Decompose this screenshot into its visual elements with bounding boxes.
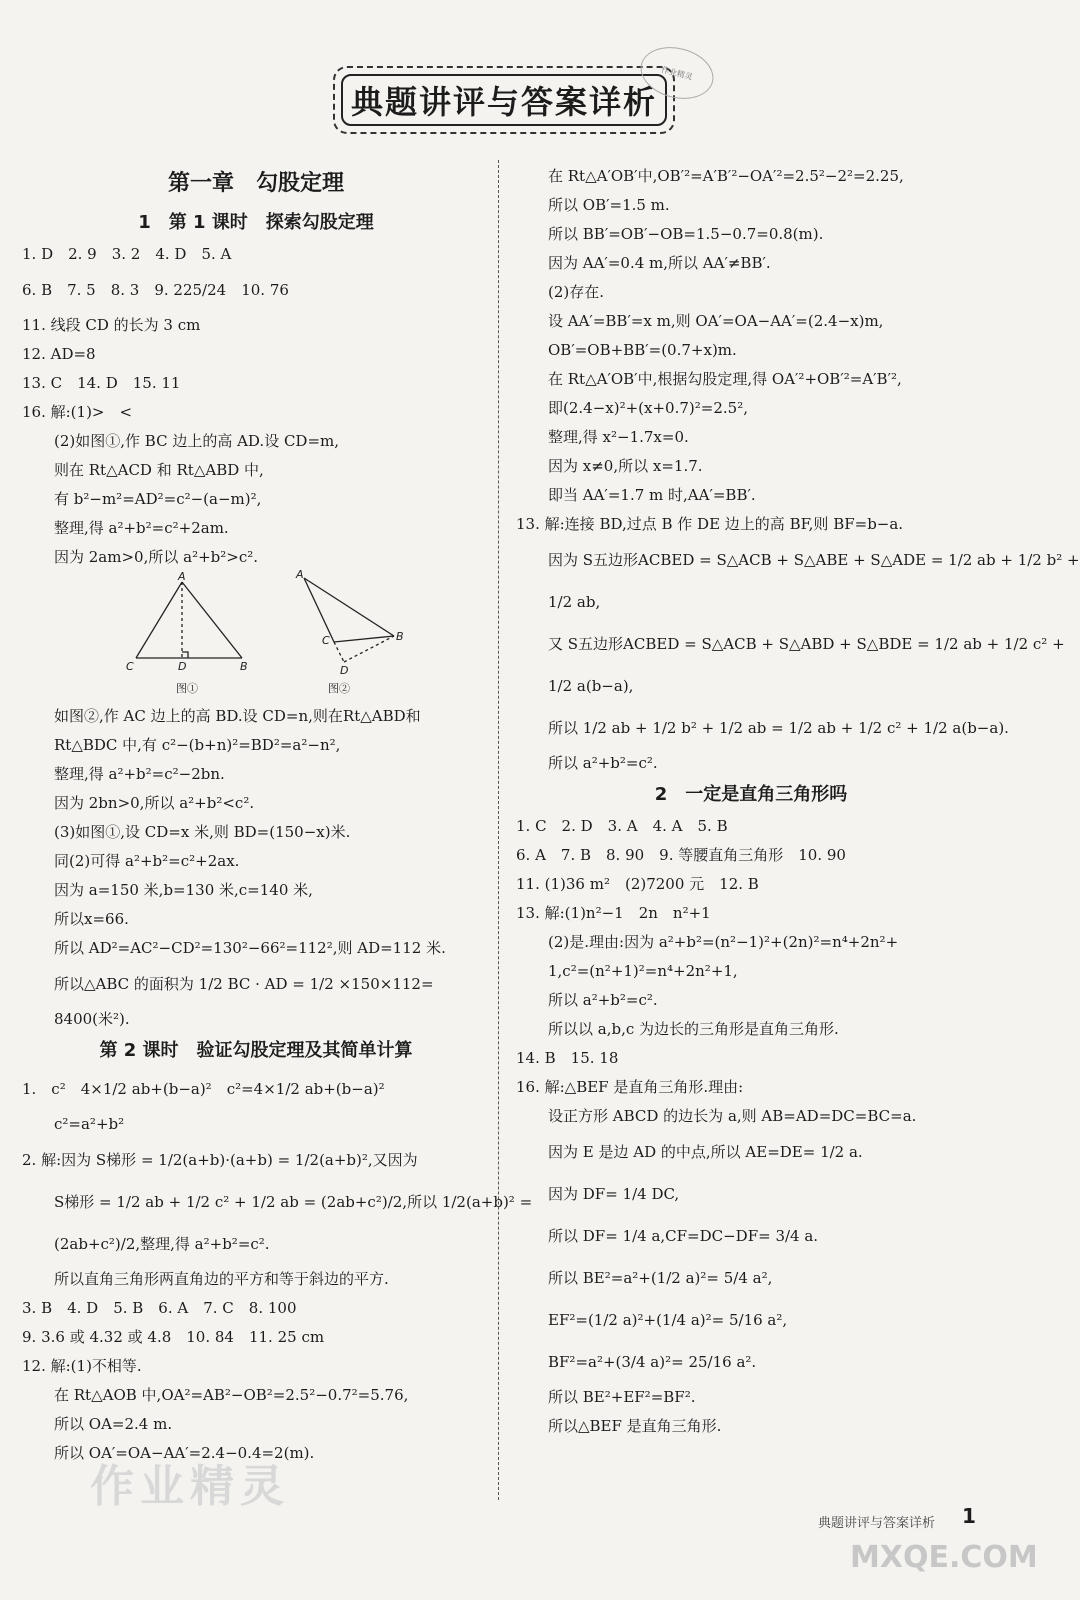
text-line: 6. A 7. B 8. 90 9. 等腰直角三角形 10. 90 — [516, 846, 846, 864]
section-title: 第 2 课时 验证勾股定理及其简单计算 — [99, 1040, 413, 1061]
column-divider — [498, 160, 499, 1500]
text-line: 整理,得 a²+b²=c²+2am. — [54, 519, 229, 537]
fig2-label-d: D — [340, 664, 349, 677]
text-line: 所以 DF= 1/4 a,CF=DC−DF= 3/4 a. — [548, 1227, 819, 1245]
text-line: 11. 线段 CD 的长为 3 cm — [22, 316, 201, 334]
text-line: 因为 AA′=0.4 m,所以 AA′≠BB′. — [548, 254, 771, 272]
text-line: 因为 2am>0,所以 a²+b²>c². — [54, 548, 259, 566]
text-line: 因为 2bn>0,所以 a²+b²<c². — [54, 794, 255, 812]
triangle-figures — [112, 568, 412, 700]
text-line: (2)存在. — [548, 283, 605, 301]
section-title: 1 第 1 课时 探索勾股定理 — [138, 212, 374, 233]
text-line: BF²=a²+(3/4 a)²= 25/16 a². — [548, 1353, 757, 1371]
text-line: 所以 OA=2.4 m. — [54, 1415, 173, 1433]
figure-2 — [304, 578, 394, 662]
site-watermark: MXQE.COM — [850, 1540, 1038, 1575]
text-line: 13. C 14. D 15. 11 — [22, 374, 181, 392]
text-line: 8400(米²). — [54, 1010, 130, 1028]
text-line: 所以x=66. — [54, 910, 129, 928]
section-title: 2 一定是直角三角形吗 — [654, 784, 848, 805]
text-line: 所以 AD²=AC²−CD²=130²−66²=112²,则 AD=112 米. — [54, 939, 446, 957]
text-line: 在 Rt△A′OB′中,根据勾股定理,得 OA′²+OB′²=A′B′², — [548, 370, 902, 388]
text-line: 1/2 ab, — [548, 593, 601, 611]
text-line: 1,c²=(n²+1)²=n⁴+2n²+1, — [548, 962, 738, 980]
stamp-logo: 作业精灵 — [635, 40, 719, 106]
text-line: EF²=(1/2 a)²+(1/4 a)²= 5/16 a², — [548, 1311, 788, 1329]
text-line: Rt△BDC 中,有 c²−(b+n)²=BD²=a²−n², — [54, 736, 341, 754]
text-line: 在 Rt△A′OB′中,OB′²=A′B′²−OA′²=2.5²−2²=2.25, — [548, 167, 904, 185]
text-line: (2)如图①,作 BC 边上的高 AD.设 CD=m, — [54, 432, 340, 450]
fig2-label-a: A — [296, 568, 304, 581]
text-line: 所以△BEF 是直角三角形. — [548, 1417, 722, 1435]
text-line: 因为 DF= 1/4 DC, — [548, 1185, 680, 1203]
text-line: 16. 解:△BEF 是直角三角形.理由: — [516, 1078, 744, 1096]
text-line: 13. 解:(1)n²−1 2n n²+1 — [516, 904, 711, 922]
fig1-label-a: A — [178, 570, 186, 583]
text-line: 所以 1/2 ab + 1/2 b² + 1/2 ab = 1/2 ab + 1/2 c² + 1/2 a(b−a). — [548, 719, 1009, 737]
text-line: 12. 解:(1)不相等. — [22, 1357, 142, 1375]
fig1-label-d: D — [178, 660, 187, 673]
text-line: 11. (1)36 m² (2)7200 元 12. B — [516, 875, 759, 893]
text-line: 同(2)可得 a²+b²=c²+2ax. — [54, 852, 240, 870]
banner-title: 典题讲评与答案详析 — [350, 83, 657, 121]
text-line: 在 Rt△AOB 中,OA²=AB²−OB²=2.5²−0.7²=5.76, — [54, 1386, 409, 1404]
text-line: (2)是.理由:因为 a²+b²=(n²−1)²+(2n)²=n⁴+2n²+ — [548, 933, 899, 951]
fig2-caption: 图② — [328, 682, 350, 695]
text-line: 16. 解:(1)> < — [22, 403, 133, 421]
text-line: 1. c² 4×1/2 ab+(b−a)² c²=4×1/2 ab+(b−a)² — [22, 1080, 385, 1098]
text-line: 3. B 4. D 5. B 6. A 7. C 8. 100 — [22, 1299, 297, 1317]
text-line: 即(2.4−x)²+(x+0.7)²=2.5², — [548, 399, 748, 417]
text-line: 所以 BE²+EF²=BF². — [548, 1388, 696, 1406]
text-line: 13. 解:连接 BD,过点 B 作 DE 边上的高 BF,则 BF=b−a. — [516, 515, 904, 533]
text-line: 有 b²−m²=AD²=c²−(a−m)², — [54, 490, 262, 508]
text-line: 9. 3.6 或 4.32 或 4.8 10. 84 11. 25 cm — [22, 1328, 325, 1346]
footer-title: 典题讲评与答案详析 — [818, 1516, 936, 1531]
figure-block — [22, 568, 490, 702]
text-line: 所以 a²+b²=c². — [548, 754, 658, 772]
text-line: 因为 x≠0,所以 x=1.7. — [548, 457, 703, 475]
text-line: 设正方形 ABCD 的边长为 a,则 AB=AD=DC=BC=a. — [548, 1107, 917, 1125]
figure-1 — [136, 582, 242, 658]
text-line: 所以 BE²=a²+(1/2 a)²= 5/4 a², — [548, 1269, 773, 1287]
text-line: S梯形 = 1/2 ab + 1/2 c² + 1/2 ab = (2ab+c²)/2,所以 1/2(a+b)² = — [54, 1193, 533, 1211]
right-column — [516, 162, 1080, 1441]
text-line: 1/2 a(b−a), — [548, 677, 634, 695]
text-line: 6. B 7. 5 8. 3 9. 225/24 10. 76 — [22, 281, 289, 299]
left-column — [22, 162, 533, 1468]
text-line: OB′=OB+BB′=(0.7+x)m. — [548, 341, 737, 359]
fig1-caption: 图① — [176, 682, 198, 695]
text-line: 所以直角三角形两直角边的平方和等于斜边的平方. — [54, 1270, 389, 1288]
chapter-title: 第一章 勾股定理 — [167, 171, 344, 196]
text-line: 所以以 a,b,c 为边长的三角形是直角三角形. — [548, 1020, 839, 1038]
text-line: 设 AA′=BB′=x m,则 OA′=OA−AA′=(2.4−x)m, — [548, 312, 884, 330]
text-line: 整理,得 a²+b²=c²−2bn. — [54, 765, 225, 783]
text-line: (2ab+c²)/2,整理,得 a²+b²=c². — [54, 1235, 270, 1253]
text-line: 1. D 2. 9 3. 2 4. D 5. A — [22, 245, 232, 263]
text-line: 所以 BB′=OB′−OB=1.5−0.7=0.8(m). — [548, 225, 824, 243]
text-line: 因为 S五边形ACBED = S△ACB + S△ABE + S△ADE = 1/2 ab + 1/2 b² + — [548, 551, 1080, 569]
text-line: 12. AD=8 — [22, 345, 96, 363]
text-line: 1. C 2. D 3. A 4. A 5. B — [516, 817, 728, 835]
fig2-label-b: B — [396, 630, 404, 643]
fig1-label-b: B — [240, 660, 248, 673]
text-line: 又 S五边形ACBED = S△ACB + S△ABD + S△BDE = 1/2 ab + 1/2 c² + — [548, 635, 1065, 653]
text-line: 即当 AA′=1.7 m 时,AA′=BB′. — [548, 486, 756, 504]
text-line: 所以 a²+b²=c². — [548, 991, 658, 1009]
text-line: 所以 OB′=1.5 m. — [548, 196, 670, 214]
fig1-label-c: C — [126, 660, 134, 673]
text-line: c²=a²+b² — [54, 1115, 125, 1133]
text-line: 则在 Rt△ACD 和 Rt△ABD 中, — [54, 461, 264, 479]
fig2-label-c: C — [322, 634, 330, 647]
text-line: 如图②,作 AC 边上的高 BD.设 CD=n,则在Rt△ABD和 — [54, 707, 421, 725]
text-line: 所以△ABC 的面积为 1/2 BC · AD = 1/2 ×150×112= — [54, 975, 434, 993]
page-number: 1 — [962, 1504, 976, 1528]
text-line: (3)如图①,设 CD=x 米,则 BD=(150−x)米. — [54, 823, 351, 841]
watermark: 作业精灵 — [90, 1461, 290, 1512]
text-line: 所以 OA′=OA−AA′=2.4−0.4=2(m). — [54, 1444, 315, 1462]
title-banner — [333, 66, 675, 134]
text-line: 2. 解:因为 S梯形 = 1/2(a+b)·(a+b) = 1/2(a+b)²,又因为 — [22, 1151, 418, 1169]
text-line: 因为 a=150 米,b=130 米,c=140 米, — [54, 881, 313, 899]
text-line: 整理,得 x²−1.7x=0. — [548, 428, 689, 446]
text-line: 因为 E 是边 AD 的中点,所以 AE=DE= 1/2 a. — [548, 1143, 863, 1161]
text-line: 14. B 15. 18 — [516, 1049, 619, 1067]
